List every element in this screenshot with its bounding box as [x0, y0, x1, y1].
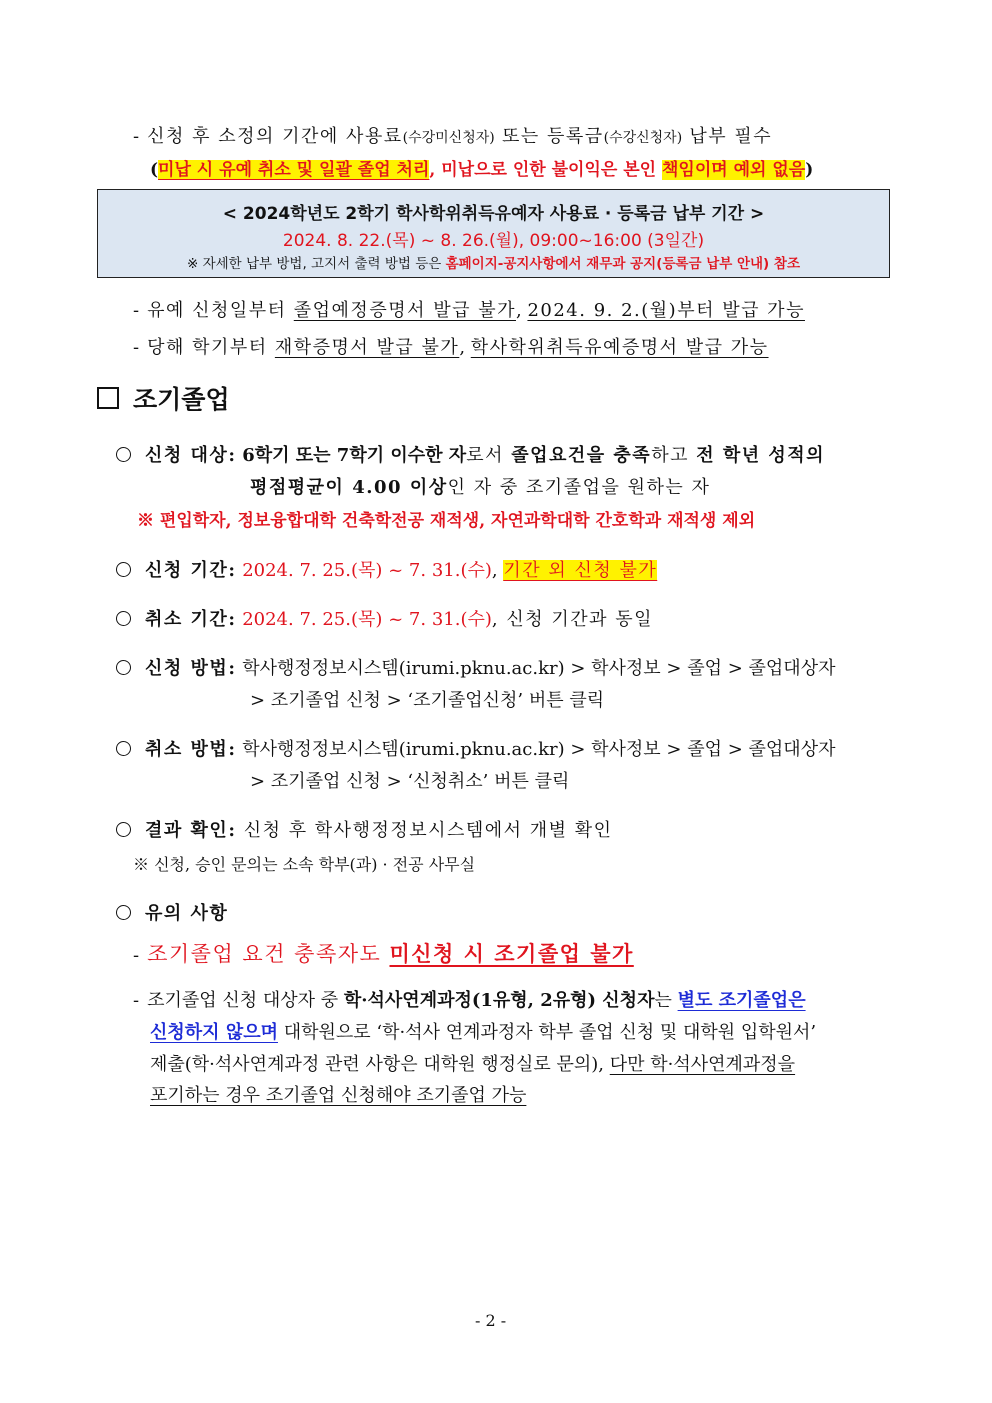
caution-item-2-line-2: 신청하지 않으며 대학원으로 ‘학·석사 연계과정자 학부 졸업 신청 및 대학원 입학원서’	[150, 1022, 817, 1043]
section-early-graduation: 조기졸업	[97, 380, 230, 416]
apply-period-line: 신청 기간: 2024. 7. 25.(목) ~ 7. 31.(수), 기간 외 신청 불가	[116, 556, 657, 582]
payment-notice-box	[97, 189, 890, 278]
caution-item-2-line-1: - 조기졸업 신청 대상자 중 학·석사연계과정(1유형, 2유형) 신청자는 별도 조기졸업은	[133, 990, 806, 1011]
cancel-period-line: 취소 기간: 2024. 7. 25.(목) ~ 7. 31.(수), 신청 기간과 동일	[116, 605, 653, 631]
circle-bullet-icon	[116, 905, 131, 920]
caution-item-2-line-4: 포기하는 경우 조기졸업 신청해야 조기졸업 가능	[150, 1085, 527, 1106]
circle-bullet-icon	[116, 660, 131, 675]
circle-bullet-icon	[116, 611, 131, 626]
caution-item-2-line-3: 제출(학·석사연계과정 관련 사항은 대학원 행정실로 문의), 다만 학·석사연계과정을	[150, 1054, 796, 1075]
caution-heading: 유의 사항	[116, 899, 228, 925]
circle-bullet-icon	[116, 741, 131, 756]
target-exclusion: ※ 편입학자, 정보융합대학 건축학전공 재적생, 자연과학대학 간호학과 재적생 제외	[137, 511, 756, 531]
target-line-2: 평점평균이 4.00 이상인 자 중 조기졸업을 원하는 자	[250, 477, 711, 498]
checkbox-square-icon	[97, 387, 119, 409]
caution-item-1: - 조기졸업 요건 충족자도 미신청 시 조기졸업 불가	[133, 941, 634, 966]
apply-method-line-1: 신청 방법: 학사행정정보시스템(irumi.pknu.ac.kr) > 학사정보 > 졸업 > 졸업대상자	[116, 654, 835, 680]
result-check-line: 결과 확인: 신청 후 학사행정정보시스템에서 개별 확인	[116, 816, 613, 842]
notice-dates: 2024. 8. 22.(목) ~ 8. 26.(월), 09:00~16:00 (3일간)	[282, 231, 705, 251]
circle-bullet-icon	[116, 562, 131, 577]
cert-line-2: - 당해 학기부터 재학증명서 발급 불가, 학사학위취득유예증명서 발급 가능	[133, 337, 769, 358]
circle-bullet-icon	[116, 822, 131, 837]
cert-line-1: - 유예 신청일부터 졸업예정증명서 발급 불가, 2024. 9. 2.(월)부터 발급 가능	[133, 300, 805, 321]
tuition-requirement-line: - 신청 후 소정의 기간에 사용료(수강미신청자) 또는 등록금(수강신청자) 납부 필수	[133, 126, 773, 147]
notice-title: < 2024학년도 2학기 학사학위취득유예자 사용료 · 등록금 납부 기간 >	[222, 204, 765, 224]
result-note: ※ 신청, 승인 문의는 소속 학부(과) · 전공 사무실	[133, 855, 476, 874]
cancel-method-line-1: 취소 방법: 학사행정정보시스템(irumi.pknu.ac.kr) > 학사정보 > 졸업 > 졸업대상자	[116, 735, 835, 761]
circle-bullet-icon	[116, 447, 131, 462]
cancel-method-line-2: > 조기졸업 신청 > ‘신청취소’ 버튼 클릭	[250, 771, 570, 792]
notice-note: ※ 자세한 납부 방법, 고지서 출력 방법 등은 홈페이지-공지사항에서 재무과 공지(등록금 납부 안내) 참조	[186, 256, 801, 272]
page-number: - 2 -	[475, 1311, 507, 1330]
target-line-1: 신청 대상: 6학기 또는 7학기 이수한 자로서 졸업요건을 충족하고 전 학년 성적의	[116, 441, 825, 467]
apply-method-line-2: > 조기졸업 신청 > ‘조기졸업신청’ 버튼 클릭	[250, 690, 605, 711]
unpaid-warning-line: (미납 시 유예 취소 및 일괄 졸업 처리, 미납으로 인한 불이익은 본인 책임이며 예외 없음)	[150, 160, 814, 180]
